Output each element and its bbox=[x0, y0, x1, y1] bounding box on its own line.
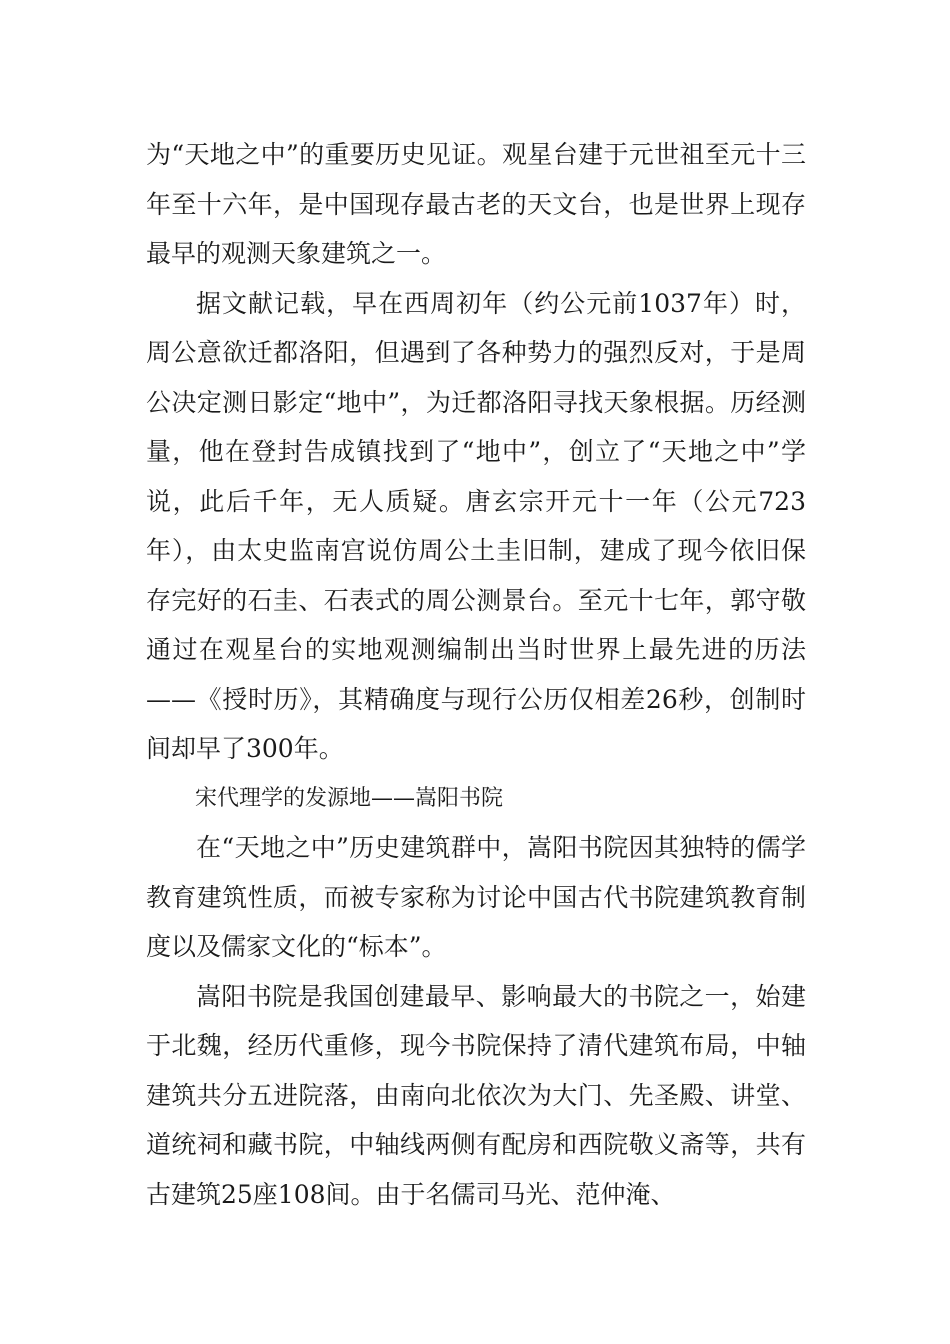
paragraph-academy-intro: 在“天地之中”历史建筑群中，嵩阳书院因其独特的儒学教育建筑性质，而被专家称为讨论中国古代书院建筑教育制度以及儒家文化的“标本”。 bbox=[146, 833, 806, 961]
paragraph-academy-details: 嵩阳书院是我国创建最早、影响最大的书院之一，始建于北魏，经历代重修，现今书院保持了清代建筑布局，中轴建筑共分五进院落，由南向北依次为大门、先圣殿、讲堂、道统祠和藏书院，中轴线两侧有配房和西院敬义斋等，共有古建筑25座108间。由于名儒司马光、范仲淹、 bbox=[146, 981, 806, 1209]
paragraph-observatory-continued: 为“天地之中”的重要历史见证。观星台建于元世祖至元十三年至十六年，是中国现存最古老的天文台，也是世界上现存最早的观测天象建筑之一。 bbox=[146, 140, 806, 268]
section-heading-songyang-academy: 宋代理学的发源地——嵩阳书院 bbox=[195, 785, 504, 811]
document-body bbox=[146, 130, 806, 1219]
paragraph-zhougong-history: 据文献记载，早在西周初年（约公元前1037年）时，周公意欲迁都洛阳，但遇到了各种势力的强烈反对，于是周公决定测日影定“地中”，为迁都洛阳寻找天象根据。历经测量，他在登封告成镇找到了“地中”，创立了“天地之中”学说，此后千年，无人质疑。唐玄宗开元十一年（公元723年），由太史监南宫说仿周公土圭旧制，建成了现今依旧保存完好的石圭、石表式的周公测景台。至元十七年，郭守敬通过在观星台的实地观测编制出当时世界上最先进的历法——《授时历》，其精确度与现行公历仅相差26秒，创制时间却早了300年。 bbox=[146, 288, 806, 763]
